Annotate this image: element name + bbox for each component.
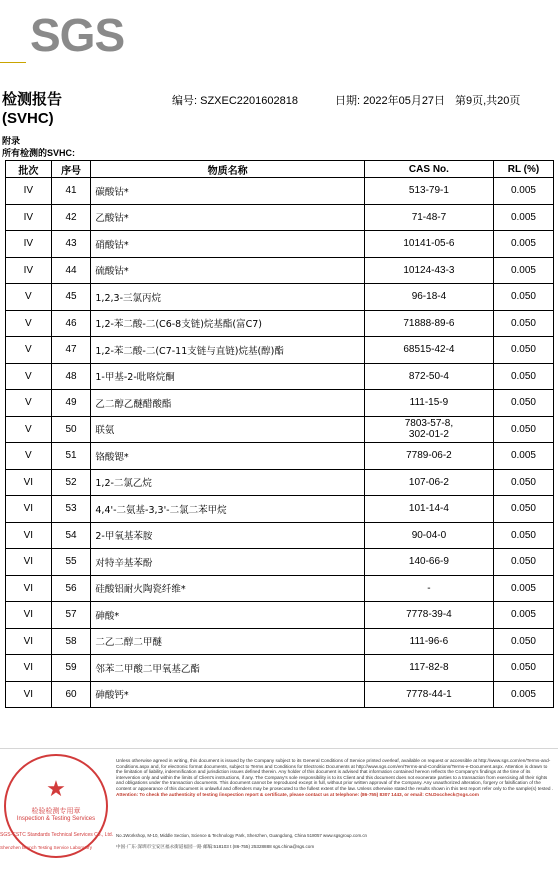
cell-rl: 0.050 [493, 496, 553, 523]
cell-no: 50 [51, 416, 91, 443]
cell-cas-no: 7778-44-1 [364, 681, 493, 708]
star-icon: ★ [46, 776, 66, 801]
cell-batch: V [6, 416, 52, 443]
cell-cas-no: 872-50-4 [364, 363, 493, 390]
cell-no: 45 [51, 284, 91, 311]
cell-substance-name: 硅酸铝耐火陶瓷纤维* [91, 575, 364, 602]
cell-rl: 0.050 [493, 416, 553, 443]
cell-batch: VI [6, 602, 52, 629]
table-row [6, 363, 554, 390]
cell-cas-no: 96-18-4 [364, 284, 493, 311]
table-row [6, 575, 554, 602]
cell-no: 60 [51, 681, 91, 708]
table-row [6, 443, 554, 470]
appendix-label: 附录 [2, 136, 21, 146]
address-cn: 中国·广东·深圳市宝安区福永街道福园一路 邮编:518103 t (86-755) 25328888 sgs.china@sgs.com [116, 844, 315, 849]
cell-substance-name: 1-甲基-2-吡咯烷酮 [91, 363, 364, 390]
cell-no: 42 [51, 204, 91, 231]
inspection-stamp [4, 754, 108, 858]
col-no: 序号 [51, 161, 91, 178]
cell-batch: V [6, 390, 52, 417]
stamp-text: 检验检测专用章 [31, 808, 81, 815]
cell-no: 55 [51, 549, 91, 576]
terms-fine-print [116, 758, 554, 797]
cell-batch: V [6, 337, 52, 364]
cell-cas-no: 71888-89-6 [364, 310, 493, 337]
col-name: 物质名称 [91, 161, 364, 178]
cell-batch: VI [6, 575, 52, 602]
cell-batch: VI [6, 549, 52, 576]
cell-no: 43 [51, 231, 91, 258]
section-heading: 所有检测的SVHC: [2, 148, 76, 158]
cell-rl: 0.005 [493, 681, 553, 708]
cell-cas-no: 7789-06-2 [364, 443, 493, 470]
table-row [6, 284, 554, 311]
col-rl: RL (%) [493, 161, 553, 178]
cell-no: 59 [51, 655, 91, 682]
table-row [6, 204, 554, 231]
cell-cas-no: 111-15-9 [364, 390, 493, 417]
company-name: SGS-CSTC Standards Technical Services Co., Ltd. [0, 832, 114, 838]
cell-batch: V [6, 310, 52, 337]
table-row [6, 257, 554, 284]
cell-substance-name: 砷酸钙* [91, 681, 364, 708]
table-header-row [6, 161, 554, 178]
cell-cas-no: 101-14-4 [364, 496, 493, 523]
table-row [6, 178, 554, 205]
table-row [6, 549, 554, 576]
cell-cas-no: 90-04-0 [364, 522, 493, 549]
svhc-table [5, 160, 554, 708]
cell-cas-no: 71-48-7 [364, 204, 493, 231]
col-batch: 批次 [6, 161, 52, 178]
address-en: No.1Workshop, M-10, Middle Section, Science & Technology Park, Shenzhen, Guangdong, China 518057 www.sgsgroup.com.cn [116, 833, 367, 838]
cell-rl: 0.050 [493, 549, 553, 576]
cell-batch: IV [6, 257, 52, 284]
cell-substance-name: 砷酸* [91, 602, 364, 629]
cell-batch: VI [6, 469, 52, 496]
sgs-logo: SGS [30, 9, 125, 61]
cell-substance-name: 硫酸钴* [91, 257, 364, 284]
cell-substance-name: 乙酸钴* [91, 204, 364, 231]
footer-divider [0, 748, 558, 749]
table-row [6, 416, 554, 443]
table-row [6, 628, 554, 655]
col-cas: CAS No. [364, 161, 493, 178]
cell-no: 54 [51, 522, 91, 549]
cell-no: 53 [51, 496, 91, 523]
cell-substance-name: 硝酸钴* [91, 231, 364, 258]
cell-rl: 0.005 [493, 575, 553, 602]
table-row [6, 390, 554, 417]
cell-rl: 0.050 [493, 363, 553, 390]
cell-batch: V [6, 443, 52, 470]
cell-rl: 0.005 [493, 257, 553, 284]
attention-text: Attention: To check the authenticity of testing /inspection report & certificate, please contact us at telephone: (86-755) 8307 1443, or email: CN.Doccheck@sgs.com [116, 791, 479, 797]
table-row [6, 469, 554, 496]
cell-substance-name: 联氨 [91, 416, 364, 443]
cell-no: 51 [51, 443, 91, 470]
cell-batch: VI [6, 496, 52, 523]
cell-cas-no: 7778-39-4 [364, 602, 493, 629]
terms-text: Unless otherwise agreed in writing, this document is issued by the Company subject to its General Conditions of Service printed overleaf, available on request or accessible at http://www.sgs.com/en/Terms-and-Conditions.aspx and, for electronic format documents, subject to Terms and Conditions for Electronic Documents at http://www.sgs.com/en/Terms-and-Conditions/Terms-e-Document.aspx. Attention is drawn to the limitation of liability, indemnification and jurisdiction issues defined therein. Any holder of this document is advised that information contained hereon reflects the Company's findings at the time of its intervention only and within the limits of Client's instructions, if any. The Company's sole responsibility is to its Client and this document does not exonerate parties to a transaction from exercising all their rights and obligations under the transaction documents. This document cannot be reproduced except in full, without prior written approval of the Company. Any unauthorized alteration, forgery or falsification of the content or appearance of this document is unlawful and offenders may be prosecuted to the fullest extent of the law. Unless otherwise stated the results shown in this test report refer only to the sample(s) tested . [116, 758, 554, 791]
cell-batch: V [6, 284, 52, 311]
cell-cas-no: 140-66-9 [364, 549, 493, 576]
cell-rl: 0.050 [493, 522, 553, 549]
table-row [6, 522, 554, 549]
table-row [6, 337, 554, 364]
cell-no: 49 [51, 390, 91, 417]
cell-no: 52 [51, 469, 91, 496]
logo-underline [0, 62, 26, 63]
cell-cas-no: 111-96-6 [364, 628, 493, 655]
cell-rl: 0.050 [493, 655, 553, 682]
cell-no: 48 [51, 363, 91, 390]
cell-rl: 0.050 [493, 628, 553, 655]
cell-no: 46 [51, 310, 91, 337]
cell-substance-name: 铬酸锶* [91, 443, 364, 470]
table-row [6, 655, 554, 682]
cell-cas-no: 10124-43-3 [364, 257, 493, 284]
cell-rl: 0.005 [493, 443, 553, 470]
table-row [6, 602, 554, 629]
cell-batch: IV [6, 231, 52, 258]
cell-no: 58 [51, 628, 91, 655]
cell-no: 41 [51, 178, 91, 205]
table-row [6, 681, 554, 708]
cell-batch: IV [6, 204, 52, 231]
report-subtitle: (SVHC) [2, 110, 54, 127]
page-number: 第9页,共20页 [455, 95, 521, 107]
stamp-text-en: Inspection & Testing Services [16, 816, 96, 822]
cell-cas-no: 10141-05-6 [364, 231, 493, 258]
cell-rl: 0.005 [493, 204, 553, 231]
table-row [6, 496, 554, 523]
cell-batch: VI [6, 628, 52, 655]
cell-substance-name: 1,2-二氯乙烷 [91, 469, 364, 496]
cell-rl: 0.050 [493, 310, 553, 337]
cell-batch: V [6, 363, 52, 390]
report-date: 日期: 2022年05月27日 [335, 95, 446, 107]
cell-substance-name: 1,2,3-三氯丙烷 [91, 284, 364, 311]
table-row [6, 231, 554, 258]
company-branch: Shenzhen Branch Testing Service Laboratory [0, 845, 93, 850]
cell-rl: 0.050 [493, 337, 553, 364]
cell-substance-name: 二乙二醇二甲醚 [91, 628, 364, 655]
cell-batch: VI [6, 522, 52, 549]
cell-substance-name: 碳酸钴* [91, 178, 364, 205]
cell-cas-no: 107-06-2 [364, 469, 493, 496]
cell-rl: 0.005 [493, 602, 553, 629]
cell-no: 56 [51, 575, 91, 602]
cell-no: 44 [51, 257, 91, 284]
cell-no: 47 [51, 337, 91, 364]
cell-substance-name: 4,4'-二氨基-3,3'-二氯二苯甲烷 [91, 496, 364, 523]
cell-batch: VI [6, 655, 52, 682]
cell-batch: IV [6, 178, 52, 205]
cell-rl: 0.050 [493, 284, 553, 311]
table-row [6, 310, 554, 337]
cell-rl: 0.050 [493, 390, 553, 417]
cell-substance-name: 1,2-苯二酸-二(C7-11支链与直链)烷基(醇)酯 [91, 337, 364, 364]
cell-cas-no: 68515-42-4 [364, 337, 493, 364]
cell-substance-name: 邻苯二甲酸二甲氧基乙酯 [91, 655, 364, 682]
cell-cas-no: - [364, 575, 493, 602]
cell-cas-no: 117-82-8 [364, 655, 493, 682]
cell-no: 57 [51, 602, 91, 629]
cell-cas-no: 513-79-1 [364, 178, 493, 205]
cell-substance-name: 1,2-苯二酸-二(C6-8支链)烷基酯(富C7) [91, 310, 364, 337]
cell-rl: 0.005 [493, 178, 553, 205]
cell-substance-name: 乙二醇乙醚醋酸酯 [91, 390, 364, 417]
cell-cas-no: 7803-57-8, 302-01-2 [364, 416, 493, 443]
cell-substance-name: 2-甲氧基苯胺 [91, 522, 364, 549]
cell-batch: VI [6, 681, 52, 708]
report-title: 检测报告 [2, 91, 63, 108]
cell-substance-name: 对特辛基苯酚 [91, 549, 364, 576]
report-number: 编号: SZXEC2201602818 [172, 95, 298, 107]
cell-rl: 0.005 [493, 231, 553, 258]
cell-rl: 0.050 [493, 469, 553, 496]
